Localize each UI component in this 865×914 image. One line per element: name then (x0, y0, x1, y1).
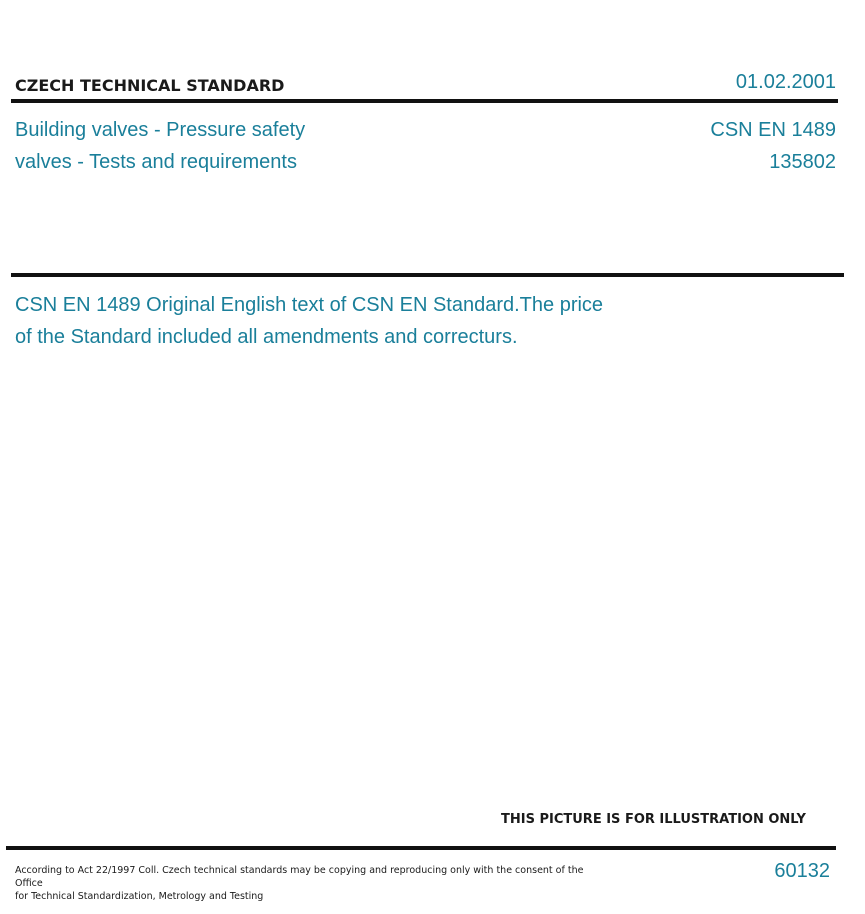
standard-title-line-2: valves - Tests and requirements (15, 151, 297, 173)
legal-notice-line-2: for Technical Standardization, Metrology and Testing (15, 891, 264, 902)
illustration-disclaimer: THIS PICTURE IS FOR ILLUSTRATION ONLY (501, 812, 806, 827)
middle-divider (11, 273, 844, 277)
footer-code: 60132 (774, 860, 830, 882)
standard-title-line-1: Building valves - Pressure safety (15, 119, 306, 141)
bottom-divider (6, 846, 836, 850)
document-type-label: CZECH TECHNICAL STANDARD (15, 76, 285, 95)
standard-code: CSN EN 1489 (710, 119, 836, 141)
catalog-number: 135802 (769, 151, 836, 173)
standard-title (15, 114, 435, 178)
standard-identifiers (710, 114, 836, 178)
standard-description (15, 289, 675, 353)
top-divider (11, 99, 838, 103)
description-line-1: CSN EN 1489 Original English text of CSN EN Standard.The price (15, 294, 604, 316)
publication-date: 01.02.2001 (735, 71, 836, 93)
legal-notice (15, 864, 595, 903)
legal-notice-line-1: According to Act 22/1997 Coll. Czech technical standards may be copying and reproducing only with the consent of the Office (15, 865, 584, 889)
description-line-2: of the Standard included all amendments and correcturs. (15, 326, 518, 348)
